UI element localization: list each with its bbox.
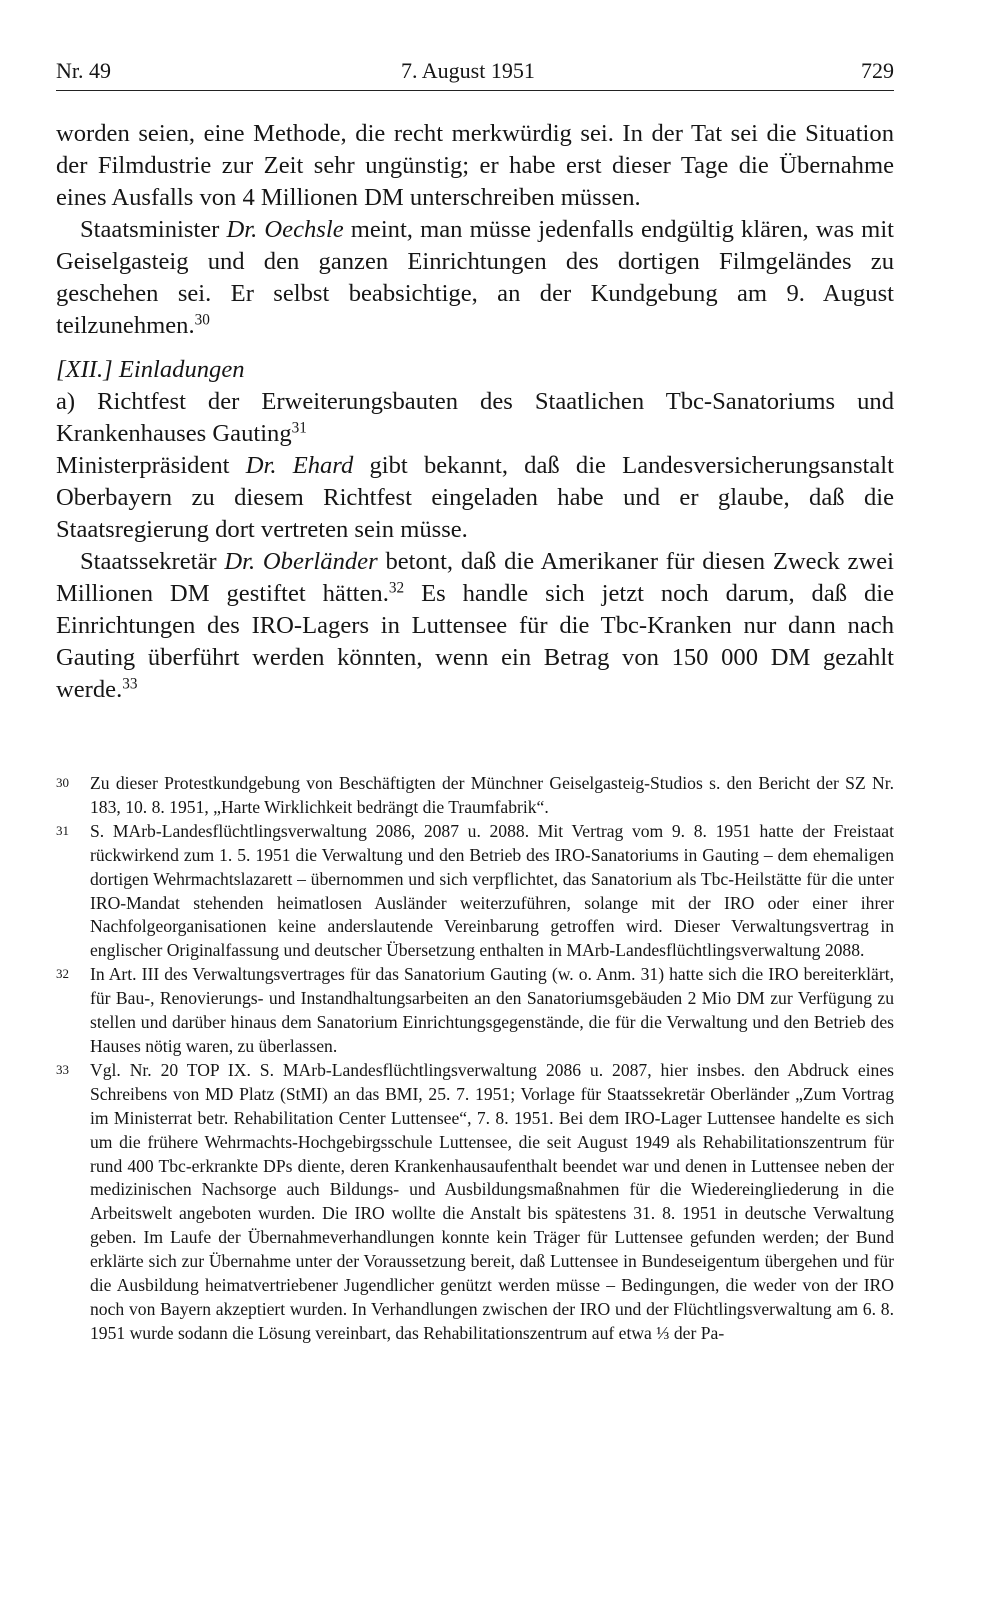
- footnote-number: 32: [56, 966, 69, 982]
- paragraph-continued: worden seien, eine Methode, die recht merkwürdig sei. In der Tat sei die Situation der Filmdustrie zur Zeit sehr ungünstig; er habe erst dieser Tage die Übernahme eines Ausfalls von 4 Millionen DM unterschreiben müssen.: [56, 120, 894, 211]
- footnote-text: S. MArb-Landesflüchtlingsverwaltung 2086, 2087 u. 2088. Mit Vertrag vom 9. 8. 1951 hatte der Freistaat rückwirkend zum 1. 5. 1951 die Verwaltung und den Betrieb des IRO-Sanatoriums in Gauting – dem ehemaligen dortigen Wehrmachtslazarett – übernommen und sich verpflichtet, das Sanatorium als Tbc-Heilstätte für die unter IRO-Mandat stehenden heimatlosen Ausländer weiterzuführen, solange mit der IRO oder einer ihrer Nachfolgeorganisationen keine anderslautende Vereinbarung getroffen wird. Dieser Verwaltungsvertrag in englischer Originalfassung und deutscher Übersetzung enthalten in MArb-Landesflüchtlingsverwaltung 2088.: [90, 820, 894, 961]
- footnote-number: 31: [56, 822, 69, 838]
- footnote-number: 30: [56, 775, 69, 790]
- section-title: Einladungen: [118, 356, 245, 383]
- footnote-ref-32: 32: [388, 579, 405, 597]
- footnote-ref-31: 31: [291, 419, 307, 437]
- page-number: 729: [861, 58, 894, 83]
- footnote-text: Vgl. Nr. 20 TOP IX. S. MArb-Landesflüchtlingsverwaltung 2086 u. 2087, hier insbes. den Abdruck eines Schreibens von MD Platz (StMI) an das BMI, 25. 7. 1951; Vorlage für Staatssekretär Oberländer „Zum Vortrag im Ministerrat betr. Rehabilitation Center Luttensee“, 7. 8. 1951. Bei dem IRO-Lager Luttensee handelte es sich um die frühere Wehrmachts-Hochgebirgsschule Luttensee, die seit August 1949 als Rehabilitationszentrum für rund 400 Tbc-erkrankte DPs diente, deren Krankenhausaufenthalt beendet war und denen in Luttensee neben der medizinischen Nachsorge auch Bildungs- und Ausbildungsmaßnahmen für die Wiedereingliederung in die Arbeitswelt angeboten wurden. Die IRO wollte die Anstalt bis spätestens 31. 8. 1951 in deutsche Verwaltung geben. Im Laufe der Übernahmeverhandlungen konnte kein Träger für Luttensee gefunden werden; der Bund erklärte sich zur Übernahme unter der Voraussetzung bereit, daß Luttensee in Bundeseigentum übergehen und für die Ausbildung heimatvertriebener Jugendlicher genützt werden müsse – Bedingungen, die weder von der IRO noch von Bayern akzeptiert wurden. In Verhandlungen zwischen der IRO und der Flüchtlingsverwaltung am 6. 8. 1951 wurde sodann die Lösung vereinbart, das Rehabilitationszentrum auf etwa ⅓ der Pa-: [90, 1059, 894, 1343]
- section-heading: [56, 354, 894, 386]
- footnotes: [56, 772, 894, 1346]
- agenda-item-a: a) Richtfest der Erweiterungsbauten des Staatlichen Tbc-Sanatoriums und Krankenhauses Gauting$^{31}$: [56, 388, 894, 447]
- speaker-name: Dr. Oberländer: [224, 548, 378, 575]
- footnote-text: Zu dieser Protestkundgebung von Beschäftigten der Münchner Geiselgasteig-Studios s. den Bericht der SZ Nr. 183, 10. 8. 1951, „Harte Wirklichkeit bedrängt die Traumfabrik“.: [90, 773, 894, 817]
- issue-number: Nr. 49: [56, 58, 111, 83]
- footnote-31: [56, 820, 894, 963]
- main-text: [56, 118, 894, 706]
- paragraph-oechsle: Staatsminister Dr. Oechsle meint, man müsse jedenfalls endgültig klären, was mit Geiselgasteig und den ganzen Einrichtungen des dortigen Filmgeländes zu geschehen sei. Er selbst beabsichtige, an der Kundgebung am 9. August teilzunehmen.$^{30}$: [56, 216, 894, 339]
- footnote-text: In Art. III des Verwaltungsvertrages für das Sanatorium Gauting (w. o. Anm. 31) hatte sich die IRO bereiterklärt, für Bau-, Renovierungs- und Instandhaltungsarbeiten an den Sanatoriumsgebäuden 2 Mio DM zur Verfügung zu stellen und darüber hinaus dem Sanatorium Einrichtungsgegenstände, die für die Verwaltung und den Betrieb des Hauses nötig waren, zu überlassen.: [90, 964, 894, 1056]
- footnote-33: [56, 1059, 894, 1346]
- section-number: [XII.]: [56, 356, 113, 383]
- paragraph-oberlaender: Staatssekretär Dr. Oberländer betont, daß die Amerikaner für diesen Zweck zwei Millionen DM gestiftet hätten.$^{32}$ Es handle sich jetzt noch darum, daß die Einrichtungen des IRO-Lagers in Luttensee für die Tbc-Kranken nur dann nach Gauting überführt werden könnten, wenn ein Betrag von 150 000 DM gezahlt werde.$^{33}$: [56, 548, 895, 703]
- footnote-number: 33: [56, 1061, 69, 1077]
- footnote-ref-30: 30: [194, 311, 210, 329]
- footnote-30: [56, 772, 894, 820]
- footnote-32: [56, 963, 894, 1059]
- header-date: 7. August 1951: [401, 58, 535, 83]
- speaker-name: Dr. Ehard: [245, 452, 354, 479]
- footnote-ref-33: 33: [122, 675, 138, 693]
- running-header: [56, 56, 894, 91]
- speaker-name: Dr. Oechsle: [226, 216, 344, 243]
- paragraph-ehard: Ministerpräsident Dr. Ehard gibt bekannt, daß die Landesversicherungsanstalt Oberbayern zu diesem Richtfest eingeladen habe und er glaube, daß die Staatsregierung dort vertreten sein müsse.: [56, 452, 894, 543]
